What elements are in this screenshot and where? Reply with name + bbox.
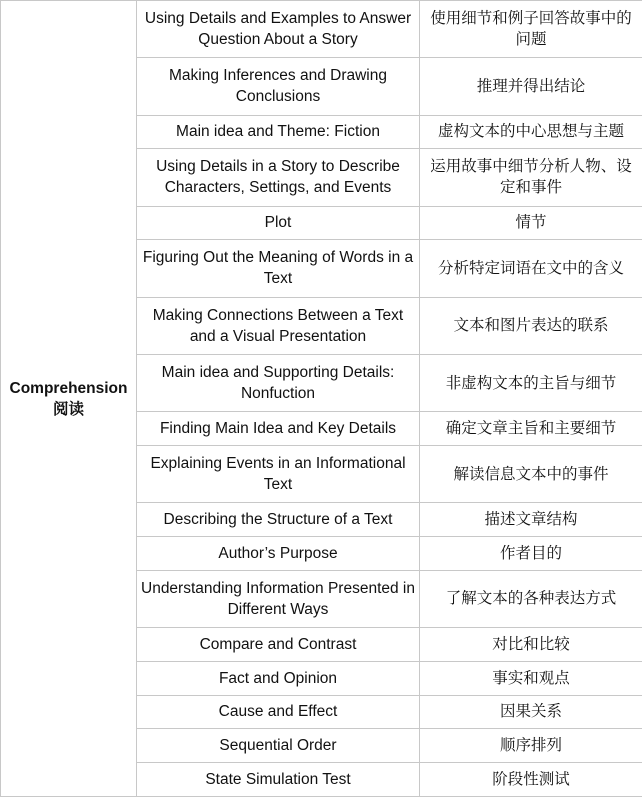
skill-zh: 解读信息文本中的事件 [420, 445, 642, 502]
skill-en: Figuring Out the Meaning of Words in a Text [137, 240, 420, 297]
category-cell [1, 1, 137, 797]
table-row [1, 1, 642, 58]
skill-en: Compare and Contrast [137, 628, 420, 662]
skill-zh: 描述文章结构 [420, 503, 642, 537]
skill-en: Author’s Purpose [137, 536, 420, 570]
skill-zh: 了解文本的各种表达方式 [420, 570, 642, 627]
skill-en: Finding Main Idea and Key Details [137, 412, 420, 446]
skill-en: Using Details and Examples to Answer Question About a Story [137, 1, 420, 58]
skill-zh: 顺序排列 [420, 729, 642, 763]
skill-en: Cause and Effect [137, 695, 420, 729]
skill-zh: 运用故事中细节分析人物、设定和事件 [420, 149, 642, 206]
skill-zh: 非虚构文本的主旨与细节 [420, 354, 642, 411]
skill-en: Fact and Opinion [137, 661, 420, 695]
skill-en: Sequential Order [137, 729, 420, 763]
skill-en: Describing the Structure of a Text [137, 503, 420, 537]
skill-en: Main idea and Theme: Fiction [137, 115, 420, 149]
skill-en: Using Details in a Story to Describe Characters, Settings, and Events [137, 149, 420, 206]
skill-en: Main idea and Supporting Details: Nonfuction [137, 354, 420, 411]
skill-zh: 事实和观点 [420, 661, 642, 695]
skill-en: Explaining Events in an Informational Text [137, 445, 420, 502]
skill-zh: 推理并得出结论 [420, 58, 642, 115]
skill-zh: 使用细节和例子回答故事中的问题 [420, 1, 642, 58]
skill-zh: 对比和比较 [420, 628, 642, 662]
skill-en: State Simulation Test [137, 763, 420, 797]
category-label-en: Comprehension [9, 379, 128, 397]
skill-en: Plot [137, 206, 420, 240]
skill-en: Making Connections Between a Text and a Visual Presentation [137, 297, 420, 354]
skill-zh: 情节 [420, 206, 642, 240]
skill-zh: 因果关系 [420, 695, 642, 729]
skill-zh: 虚构文本的中心思想与主题 [420, 115, 642, 149]
skill-zh: 分析特定词语在文中的含义 [420, 240, 642, 297]
category-label-zh: 阅读 [52, 400, 84, 418]
skill-en: Understanding Information Presented in Different Ways [137, 570, 420, 627]
skill-zh: 作者目的 [420, 536, 642, 570]
skill-zh: 阶段性测试 [420, 763, 642, 797]
skill-en: Making Inferences and Drawing Conclusions [137, 58, 420, 115]
skill-zh: 确定文章主旨和主要细节 [420, 412, 642, 446]
skill-zh: 文本和图片表达的联系 [420, 297, 642, 354]
